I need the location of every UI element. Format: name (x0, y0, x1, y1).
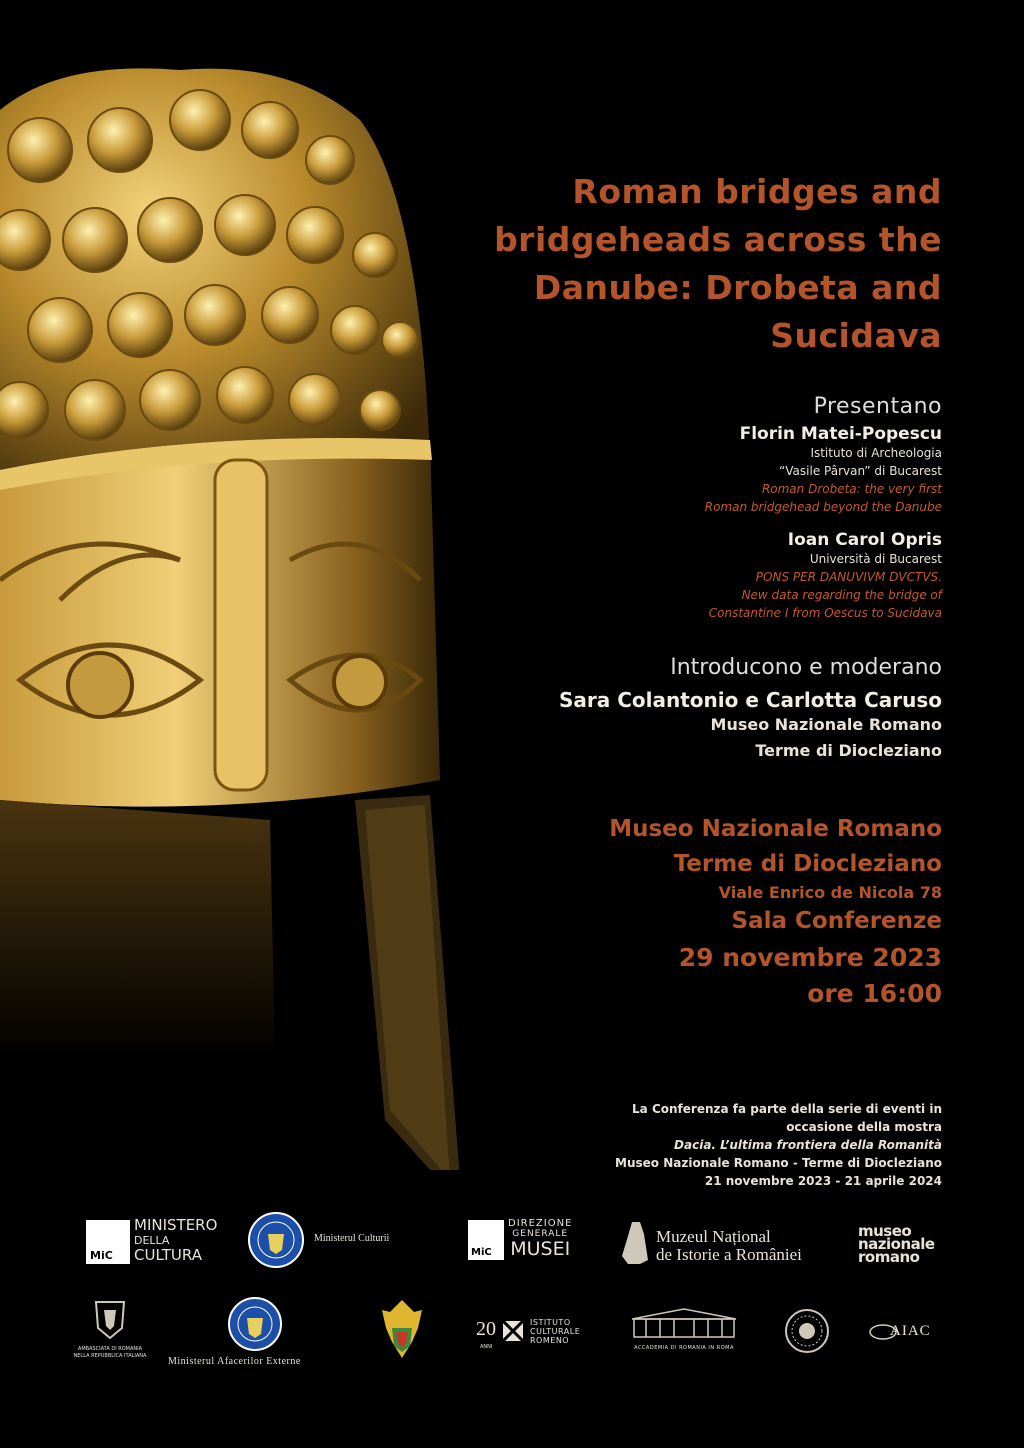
logo-text: de Istorie a României (656, 1245, 802, 1264)
speaker-2-talk: PONS PER DANUVIVM DVCTVS. (755, 570, 942, 584)
speaker-1-affiliation: Istituto di Archeologia (810, 446, 942, 460)
speaker-1-affiliation: “Vasile Pârvan” di Bucarest (779, 464, 942, 478)
logo-ministero-cultura (86, 1218, 226, 1268)
speaker-1 (705, 424, 942, 516)
speaker-2-talk: Constantine I from Oescus to Sucidava (708, 606, 942, 620)
logo-text: AMBASCIATA DI ROMANIA (77, 1346, 143, 1352)
moderators (559, 688, 942, 764)
mic-badge-text: MiC (90, 1249, 113, 1262)
speaker-1-name: Florin Matei-Popescu (739, 424, 942, 444)
exhibition-title: Dacia. L’ultima frontiera della Romanità (674, 1138, 942, 1152)
logo-text: DELLA (134, 1234, 170, 1247)
venue-name: Museo Nazionale Romano (609, 816, 942, 842)
statue-icon (618, 1220, 652, 1266)
logo-ambasciata (70, 1298, 150, 1368)
logo-text: MINISTERO (134, 1216, 218, 1234)
coat-of-arms-icon (92, 1298, 128, 1342)
seal-romania-culture-icon (248, 1212, 304, 1268)
speaker-1-talk: Roman Drobeta: the very first (761, 482, 942, 496)
eagle-crest-icon (378, 1298, 426, 1364)
venue-block (609, 812, 942, 1011)
mic-badge-icon (468, 1220, 504, 1260)
logo-museo-nazionale-romano (858, 1222, 935, 1266)
logo-accademia-romania (624, 1305, 744, 1355)
logo-text: NELLA REPUBBLICA ITALIANA (73, 1353, 147, 1359)
event-time: ore 16:00 (807, 979, 942, 1008)
venue-address: Viale Enrico de Nicola 78 (718, 883, 942, 902)
speaker-2 (709, 530, 942, 622)
series-line: Museo Nazionale Romano - Terme di Diocleziano (615, 1156, 942, 1170)
logo-text: CULTURALE (530, 1327, 581, 1336)
logo-text: ACCADEMIA DI ROMANIA IN ROMA (634, 1345, 734, 1351)
series-line: occasione della mostra (786, 1120, 942, 1134)
presenters-label: Presentano (813, 394, 942, 419)
seal-romania-mae-icon (228, 1297, 282, 1351)
logo-istituto-culturale-romeno (476, 1318, 596, 1358)
logo-text: romano (858, 1248, 920, 1266)
logo-text: ROMENO (530, 1336, 570, 1345)
logo-text: ANNI (480, 1344, 493, 1350)
logo-text: MUSEI (510, 1238, 571, 1260)
logo-text: Muzeul Național (656, 1227, 771, 1246)
moderators-affiliation: Terme di Diocleziano (755, 741, 942, 760)
venue-room: Sala Conferenze (731, 908, 942, 934)
logo-mae: Ministerul Afacerilor Externe (168, 1356, 301, 1367)
moderators-affiliation: Museo Nazionale Romano (710, 715, 942, 734)
speaker-1-talk: Roman bridgehead beyond the Danube (704, 500, 942, 514)
series-line: La Conferenza fa parte della serie di eventi in (632, 1102, 942, 1116)
venue-name: Terme di Diocleziano (673, 851, 942, 877)
moderators-label: Introducono e moderano (670, 655, 942, 680)
speaker-2-name: Ioan Carol Opris (787, 530, 942, 550)
logo-text: GENERALE (512, 1229, 569, 1239)
event-date: 29 novembre 2023 (678, 943, 942, 972)
mic-badge-icon (86, 1220, 130, 1264)
building-icon (626, 1305, 742, 1341)
logo-text: ISTITUTO (530, 1318, 571, 1327)
mic-badge-text: MiC (471, 1247, 492, 1258)
logo-text: museo (858, 1222, 912, 1240)
logo-mnir (618, 1220, 838, 1270)
series-dates: 21 novembre 2023 - 21 aprile 2024 (704, 1174, 942, 1188)
logo-text: 20 (476, 1318, 496, 1340)
logo-text: CULTURA (134, 1246, 202, 1264)
logo-text: AIAC (890, 1323, 931, 1339)
moderators-names: Sara Colantonio e Carlotta Caruso (559, 688, 942, 712)
logo-text: nazionale (858, 1235, 935, 1253)
event-title: Roman bridges and bridgeheads across the Danube: Drobeta and Sucidava (494, 172, 942, 355)
speaker-2-affiliation: Università di Bucarest (809, 552, 942, 566)
logo-aiac (868, 1321, 944, 1345)
logo-direzione-generale-musei (468, 1218, 588, 1268)
coin-seal-icon (784, 1308, 830, 1354)
series-note (615, 1100, 942, 1190)
icr-mark-icon (502, 1320, 524, 1342)
logo-ministerul-culturii: Ministerul Culturii (314, 1233, 390, 1244)
speaker-2-talk: New data regarding the bridge of (741, 588, 942, 602)
logo-text: DIREZIONE (508, 1218, 573, 1229)
